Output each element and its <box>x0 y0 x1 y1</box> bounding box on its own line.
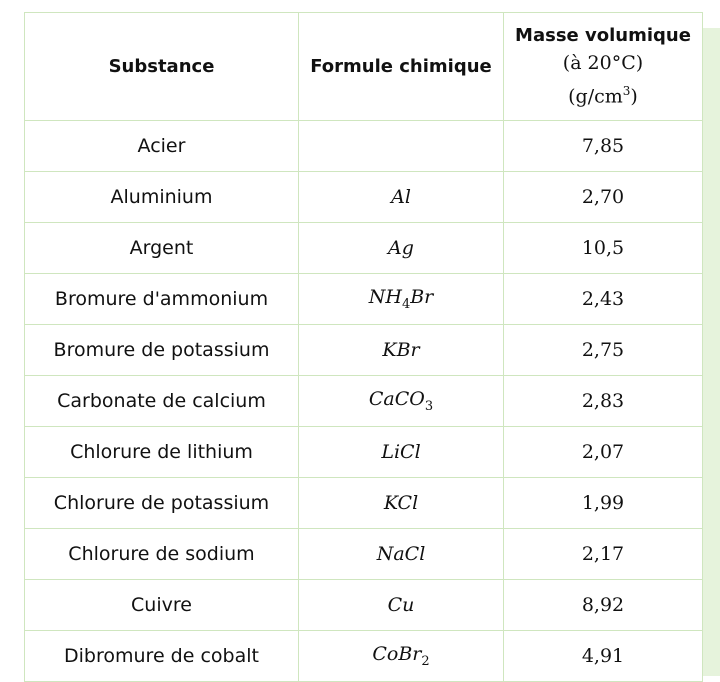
formula-main: NH <box>368 286 402 309</box>
formula-cell <box>299 172 504 223</box>
formula-main: KCl <box>383 492 419 514</box>
unit-close: ) <box>630 85 638 108</box>
formula-main: KBr <box>382 339 420 361</box>
table-row <box>25 274 703 325</box>
substance-name-cell: Aluminium <box>25 172 299 223</box>
formula-main: CoBr <box>372 643 422 666</box>
density-value-cell: 2,83 <box>504 376 703 427</box>
substance-name-cell: Cuivre <box>25 580 299 631</box>
substance-name-cell: Chlorure de lithium <box>25 427 299 478</box>
density-value-cell: 8,92 <box>504 580 703 631</box>
density-table <box>24 12 703 682</box>
table-body <box>25 121 703 682</box>
substance-name-cell: Chlorure de sodium <box>25 529 299 580</box>
substance-name-cell: Bromure d'ammonium <box>25 274 299 325</box>
unit-base: (g/cm <box>568 85 623 108</box>
header-formula: Formule chimique <box>299 13 504 121</box>
density-value-cell: 2,70 <box>504 172 703 223</box>
table-header <box>25 13 703 121</box>
density-value-cell: 4,91 <box>504 631 703 682</box>
formula-subscript: 2 <box>421 653 430 669</box>
substance-name-cell: Dibromure de cobalt <box>25 631 299 682</box>
formula-main: NaCl <box>376 543 426 565</box>
substance-name-cell: Carbonate de calcium <box>25 376 299 427</box>
table-row <box>25 121 703 172</box>
formula-cell <box>299 274 504 325</box>
formula-cell <box>299 121 504 172</box>
formula-main: Al <box>391 186 411 208</box>
unit-exponent: 3 <box>622 83 631 98</box>
density-value-cell: 2,75 <box>504 325 703 376</box>
substance-name-cell: Bromure de potassium <box>25 325 299 376</box>
density-value-cell: 2,07 <box>504 427 703 478</box>
formula-cell <box>299 376 504 427</box>
formula-cell <box>299 223 504 274</box>
density-value-cell: 1,99 <box>504 478 703 529</box>
density-table-container <box>24 12 702 682</box>
table-row <box>25 325 703 376</box>
table-row <box>25 223 703 274</box>
table-row <box>25 529 703 580</box>
substance-name-cell: Acier <box>25 121 299 172</box>
background-strip <box>700 28 720 676</box>
formula-cell <box>299 325 504 376</box>
formula-main: Cu <box>387 594 415 616</box>
formula-cell <box>299 529 504 580</box>
formula-cell <box>299 631 504 682</box>
table-row <box>25 376 703 427</box>
substance-name-cell: Chlorure de potassium <box>25 478 299 529</box>
formula-main: Ag <box>388 237 414 259</box>
header-row <box>25 13 703 121</box>
table-row <box>25 631 703 682</box>
table-row <box>25 580 703 631</box>
density-value-cell: 7,85 <box>504 121 703 172</box>
density-value-cell: 2,17 <box>504 529 703 580</box>
header-density-unit <box>504 77 702 110</box>
formula-main: LiCl <box>381 441 421 463</box>
formula-cell <box>299 478 504 529</box>
table-row <box>25 172 703 223</box>
header-density-condition: (à 20°C) <box>562 51 644 74</box>
formula-cell <box>299 580 504 631</box>
density-value-cell: 2,43 <box>504 274 703 325</box>
density-value-cell: 10,5 <box>504 223 703 274</box>
formula-subscript: 3 <box>424 398 434 414</box>
table-row <box>25 427 703 478</box>
formula-subscript: 4 <box>401 296 411 312</box>
formula-cell <box>299 427 504 478</box>
formula-tail: Br <box>410 286 434 309</box>
formula-main: CaCO <box>368 388 425 411</box>
header-density <box>504 13 703 121</box>
substance-name-cell: Argent <box>25 223 299 274</box>
header-density-title: Masse volumique <box>515 24 691 46</box>
header-substance: Substance <box>25 13 299 121</box>
table-row <box>25 478 703 529</box>
